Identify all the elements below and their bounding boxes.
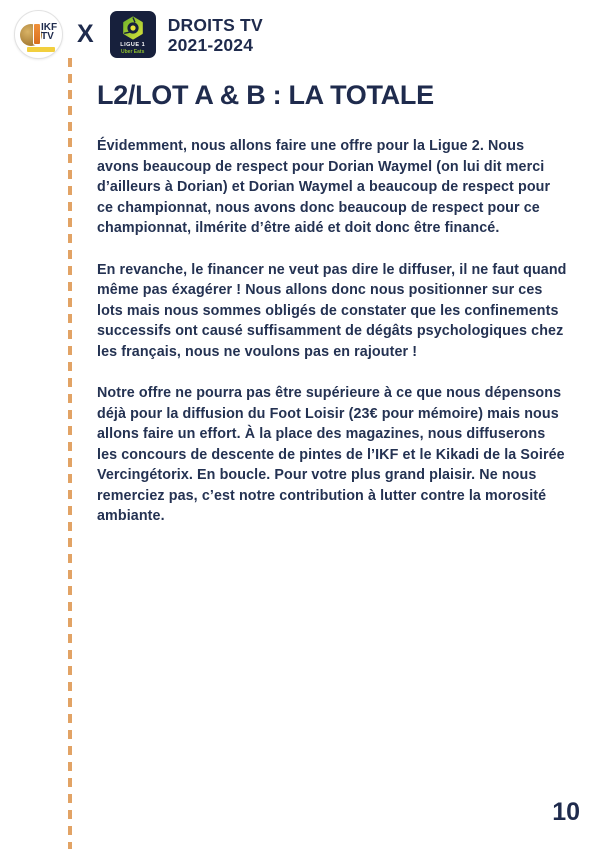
ikf-logo-text: IKF TV	[41, 22, 58, 42]
paragraph-2: En revanche, le financer ne veut pas dire le diffuser, il ne faut quand même pas éxagérer ! Nous allons donc nous positionner sur ces lots mais nous sommes obligés de constater que les confinements successifs ont causé suffisamment de dégâts psychologiques chez les français, nous ne voulons pas en rajouter !	[97, 261, 567, 360]
ligue1-logo-sub: Uber Eats	[121, 49, 145, 55]
ikf-glass-icon	[33, 23, 41, 45]
paragraph-3: Notre offre ne pourra pas être supérieure à ce que nous dépensons déjà pour la diffusion du Foot Loisir (23€ pour mémoire) mais nous allons faire un effort. À la place des magazines, nous diffuserons les concours de descente de pintes de l’IKF et le Kikadi de la Soirée Vercingétorix. En boucle. Pour votre plus grand plaisir. Ne nous remerciez pas, c’est notre contribution à lutter contre la morosité ambiante.	[97, 385, 565, 524]
header	[14, 10, 263, 59]
paragraph-1: Évidemment, nous allons faire une offre pour la Ligue 2. Nous avons beaucoup de respect pour Dorian Waymel (on lui dit merci d’ailleurs à Dorian) et Dorian Waymel a beaucoup de respect pour ce championnat, nous avons donc beaucoup de respect pour ce championnat, ilmérite d’être aidé et doit donc être financé.	[97, 138, 551, 236]
page-title: L2/LOT A & B : LA TOTALE	[97, 80, 434, 110]
header-title-line2: 2021-2024	[167, 34, 254, 55]
main-content	[97, 80, 567, 548]
ligue1-logo	[110, 11, 156, 58]
page-number: 10	[552, 798, 580, 826]
header-title-line1: DROITS TV	[167, 14, 263, 35]
ikf-tv-logo	[14, 10, 63, 59]
collab-x-separator: X	[77, 20, 94, 48]
dashed-vertical-rule	[68, 58, 72, 849]
header-title	[168, 15, 263, 55]
ikf-banner-strip	[27, 47, 55, 52]
ligue1-logo-name: LIGUE 1	[120, 42, 146, 48]
ligue1-swirl-icon	[121, 16, 145, 40]
